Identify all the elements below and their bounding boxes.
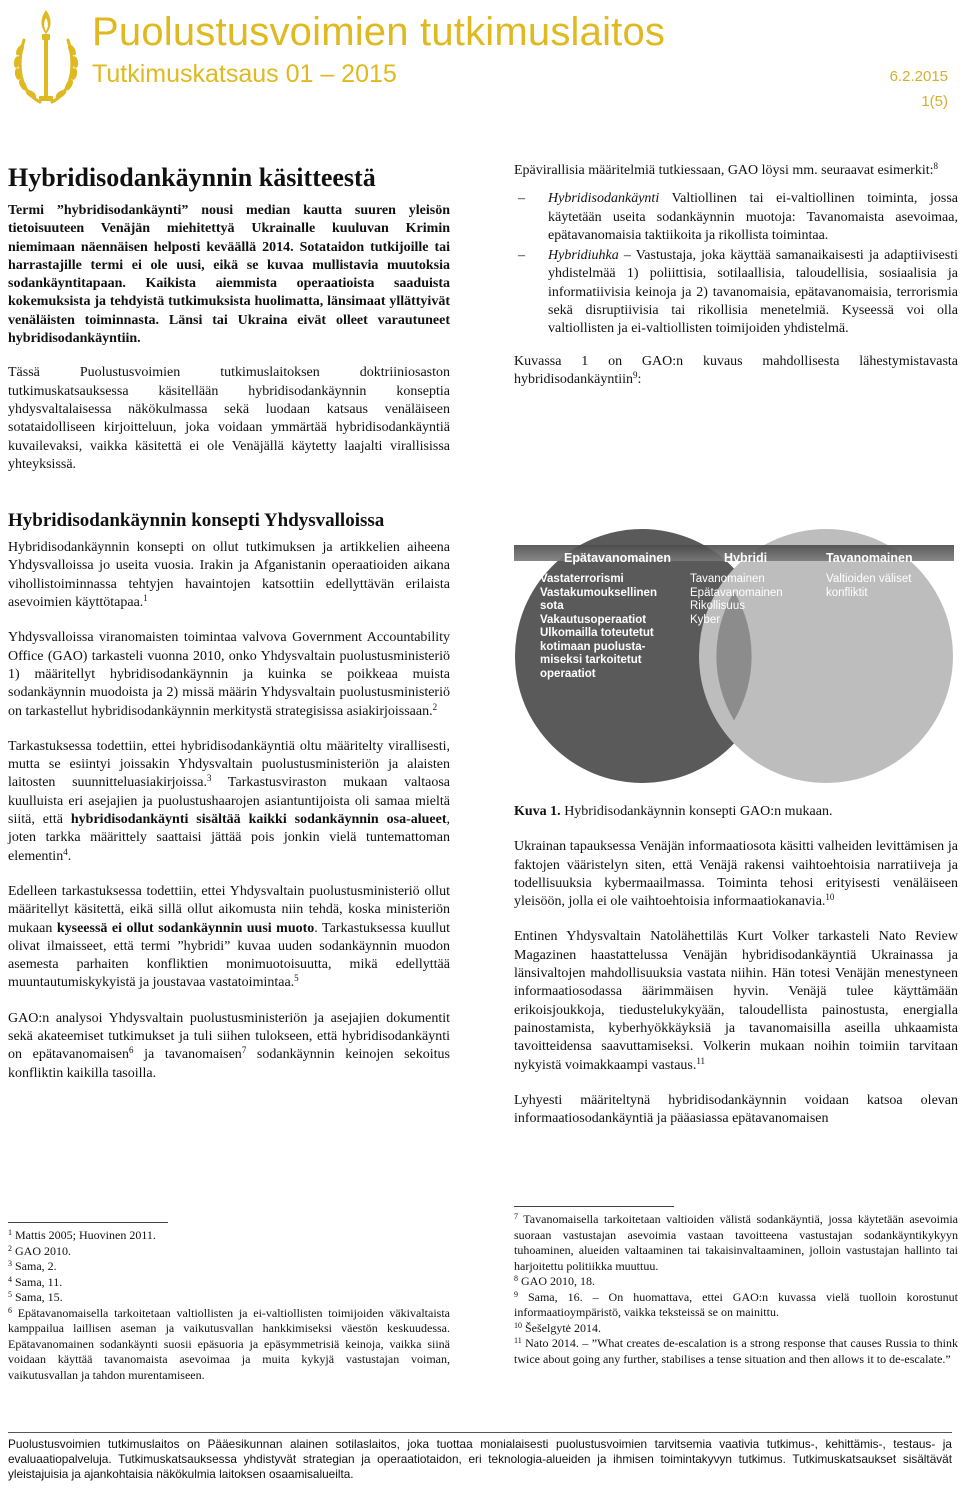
body-paragraph: Entinen Yhdysvaltain Natolähettiläs Kurt Volker tarkasteli Nato Review Magazinen haastattelussa Venäjän hybridisodankäyntiä Ukrainassa ja länsivaltojen mahdollisuuksia vastata niihin. Hän totesi Venäjän menestyneen informaatiosodassa äärimmäisen hyvin. Venäjä tulee käyttämään erikoisjoukkoja, tiedustelukykyään, taloudellista painostusta, energialla painostamista, kyberhyökkäyksiä ja tavanomaisilla aseilla uhkaamista tavoitteidensa saavuttamiseksi. Volkerin mukaan noihin toimiin tarvitaan nykyistä voimakkaampi vastaus.$^{11}$ <box>514 929 958 1073</box>
footnote-ref[interactable]: 2 <box>432 701 438 712</box>
definition-list <box>514 190 958 338</box>
venn-items-conventional <box>826 573 911 600</box>
footnote-text: Nato 2014. – ”What creates de-escalation is a strong response that causes Russia to think twice about going any further, stabilises a tense situation and then allows it to de-escalate.” <box>514 1336 958 1366</box>
footnote-number: 3 <box>8 1259 12 1268</box>
footnote-number: 10 <box>514 1320 522 1330</box>
footnote-ref[interactable]: 7 <box>241 1045 247 1056</box>
body-paragraph: Lyhyesti määriteltynä hybridisodankäynnin voidaan katsoa olevan informaatiosodankäyntiä ja pääasiassa epätavanomaisen <box>514 1092 958 1127</box>
right-column-lower <box>514 803 958 1145</box>
footnote-text: Sama, 11. <box>12 1274 63 1289</box>
footnote-divider <box>514 1206 674 1207</box>
footnote-text: Sama, 15. <box>12 1290 63 1304</box>
footer-divider <box>8 1432 952 1433</box>
emphasis: hybridisodankäynti sisältää kaikki sodankäynnin osa-alueet <box>70 812 447 828</box>
footnote-text: Epätavanomaisella tarkoitetaan valtiollisten ja ei-valtiollisten toimijoiden väkivaltaista kamppailua laillisen aseman ja vaikutusvallan hankkimiseksi väestön keskuudessa. Epätavanomainen sodankäynti suosii epäsuoria ja epäsymmetrisiä keinoja, vaikka siinä voidaan käyttää tavanomaista asevoimaa ja muita kykyjä vastustajan voiman, vaikutusvallan ja tahdon murentamiseen. <box>8 1305 450 1382</box>
footnote-ref[interactable]: 5 <box>294 973 299 984</box>
footnote-number: 5 <box>8 1290 12 1299</box>
venn-item: Vastakumouksellinen <box>540 586 657 599</box>
definitions-intro: Epävirallisia määritelmiä tutkiessaan, GAO löysi mm. seuraavat esimerkit:$^8$ <box>514 161 938 178</box>
venn-item: Rikollisuus <box>690 600 745 612</box>
venn-items-unconventional <box>540 573 657 681</box>
definition-item: – Hybridisodankäynti Valtiollinen tai ei-valtiollinen toiminta, jossa käytetään useita sodankäynnin muotoja: Tavanomaista asevoimaa, epätavanomaisia taktiikoita ja rikollista toimintaa. <box>518 191 958 243</box>
footnote-ref[interactable]: 4 <box>63 846 68 857</box>
institute-logo <box>6 4 86 114</box>
venn-label-unconventional: Epätavanomainen <box>564 551 671 565</box>
footnote-number: 9 <box>514 1289 518 1299</box>
publication-date: 6.2.2015 <box>889 68 948 85</box>
body-paragraph: Hybridisodankäynnin konsepti on ollut tutkimuksen ja artikkelien aiheena Yhdysvalloissa jo useita vuosia. Irakin ja Afganistanin operaatioiden aikana vihollistoiminnassa tehtyjen havaintojen katsottiin edellyttävän erilaista asevoimien käyttötapaa.$^1$ <box>8 540 450 611</box>
lead-paragraph: Termi ”hybridisodankäynti” nousi median kautta suuren yleisön tietoisuuteen Venäjän miehitettyä Ukrainalle kuuluvan Krimin niemimaan näennäisen helposti keväällä 2014. Sotataidon tutkijoille tai harrastajille termi ei ole uusi, eikä se kuvaa mullistavia muutoksia sodankäyntitapaan. Kaikista aiemmista operaatioista saaduista kokemuksista ja tehdyistä tutkimuksista huolimatta, länsimaat yllättyivät venäläisten toiminnasta. Länsi tai Ukraina eivät olleet varautuneet hybridisodankäyntiin. <box>8 203 450 347</box>
footnote <box>514 1212 958 1274</box>
footnote-text: Sama, 2. <box>12 1259 57 1273</box>
hybrid-venn-diagram <box>514 515 954 795</box>
footnote-ref[interactable]: 10 <box>825 892 835 903</box>
footnote <box>514 1290 958 1321</box>
footnotes-left <box>8 1228 450 1383</box>
venn-label-conventional: Tavanomainen <box>826 551 913 565</box>
footnote-ref[interactable]: 3 <box>207 773 212 784</box>
body-paragraph: GAO:n analysoi Yhdysvaltain puolustusministeriön ja asejajien dokumentit sekä akateemiset tutkimukset ja tuli siihen tulokseen, että hybridisodankäynti on epätavanomaisen$^6$ ja tavanomaisen$^7$ sodankäynnin keinojen sekoitus konfliktin kaikilla tasoilla. <box>8 1010 450 1081</box>
definition-item: – Hybridiuhka – Vastustaja, joka käyttää samanaikaisesti ja adaptiivisesti yhdistelmää 1) poliittisia, sotilaallisia, taloudellisia, sosiaalisia ja informatiivisia keinoja ja 2) tavanomaisia, epätavanomaisia, terrorismia sekä disruptiivisia tai rikollisia menetelmiä. Kyseessä voi olla valtiollisten ja ei-valtiollisten toimijoiden yhdistelmä. <box>518 248 958 337</box>
footnote <box>514 1336 958 1367</box>
footnote-text: GAO 2010, 18. <box>518 1274 595 1288</box>
footnote <box>8 1228 450 1244</box>
footnote <box>8 1275 450 1291</box>
footnote-number: 6 <box>8 1305 12 1315</box>
footnote-number: 4 <box>8 1274 12 1284</box>
footnote-text: Šešelgytė 2014. <box>522 1320 601 1335</box>
emphasis: kyseessä ei ollut sodankäynnin uusi muoto <box>56 920 315 936</box>
footnote-divider <box>8 1222 168 1223</box>
footnote-text: Sama, 16. – On huomattava, ettei GAO:n kuvassa vielä tuolloin korostunut informaatioympäristö, vaikka teksteissä se on mainittu. <box>514 1289 958 1319</box>
intro-paragraph: Tässä Puolustusvoimien tutkimuslaitoksen doktriiniosaston tutkimuskatsauksessa käsitellään hybridisodankäynnin konseptia yhdysvaltalaisessa näkökulmassa sekä luodaan katsaus venäläiseen sotataidolliseen kirjoitteluun, joka voidaan ymmärtää hybridisodankäyntiä kuvailevaksi, vaikka käsitettä ei ole Venäjällä käytetty laajalti virallisissa yhteyksissä. <box>8 365 450 472</box>
section-heading: Hybridisodankäynnin konsepti Yhdysvalloissa <box>8 510 385 532</box>
footnote-number: 7 <box>514 1212 518 1221</box>
footnote <box>8 1259 450 1275</box>
figure-intro: Kuvassa 1 on GAO:n kuvaus mahdollisesta lähestymistavasta hybridisodankäyntiin$^9$: <box>514 353 958 387</box>
venn-item: Vakautusoperaatiot <box>540 613 647 626</box>
footnote <box>8 1244 450 1260</box>
venn-item: konfliktit <box>826 586 868 599</box>
body-paragraph: Ukrainan tapauksessa Venäjän informaatiosota käsitti valheiden levittämisen ja faktojen vääristelyn siten, että Venäjä rakensi vaihtoehtoisia narratiiveja ja todellisuuksia kybermaailmassa. Toiminta tehosi erityisesti venäläiseen yleisöön, jolla ei ole vaihtoehtoisia informaatiokanavia.$^{10}$ <box>514 839 958 910</box>
right-column <box>514 162 958 406</box>
publisher-title: Puolustusvoimien tutkimuslaitos <box>92 10 666 54</box>
venn-item: Valtioiden väliset <box>826 573 912 585</box>
footnotes-right <box>514 1212 958 1367</box>
footnote-text: Mattis 2005; Huovinen 2011. <box>12 1228 156 1242</box>
footnote-ref[interactable]: 1 <box>143 593 148 604</box>
footnote-ref[interactable]: 6 <box>129 1045 134 1056</box>
figure-caption: Kuva 1. Hybridisodankäynnin konsepti GAO:n mukaan. <box>514 804 833 819</box>
footnote <box>514 1274 958 1290</box>
footnote-ref[interactable]: 9 <box>633 369 638 380</box>
article-title: Hybridisodankäynnin käsitteestä <box>8 163 376 192</box>
footer-text: Puolustusvoimien tutkimuslaitos on Pääesikunnan alainen sotilaslaitos, joka tuottaa monialaisesti puolustusvoimien tarvitsemia vaativia tutkimus-, kehittämis-, testaus- ja evaluaatiopalveluja. Tutkimuskatsauksessa yhdistyvät strategian ja operaatiotaidon, eri teknologia-alueiden ja ihmisen toimintakyvyn tutkimus. Tutkimuskatsaukset sisältävät yleistajuisia ja ajankohtaisia näkökulmia laitoksen osaamisalueilta. <box>8 1437 952 1481</box>
footnote-number: 2 <box>8 1243 12 1253</box>
footnote <box>8 1290 450 1306</box>
footnote <box>514 1321 958 1337</box>
venn-item: Kyber <box>690 613 721 626</box>
page-number: 1(5) <box>921 93 948 110</box>
body-paragraph: Edelleen tarkastuksessa todettiin, ettei Yhdysvaltain puolustusministeriö ollut määritellyt käsitettä, eikä sillä ollut aikomusta niin tehdä, koska ministeriön mukaan kyseessä ei ollut sodankäynnin uusi muoto. Tarkastuksessa kuullut olivat ilmaisseet, että termi ”hybridi” kuvaa uuden sodankäynnin muodon asemesta parhaiten konfliktien monimuotoisuutta, mikä edellyttää muuntautumiskykyistä ja joustavaa vastatoimintaa.$^5$ <box>8 883 450 991</box>
footnote-number: 11 <box>514 1336 522 1345</box>
venn-item: Ulkomailla toteutetut <box>540 627 654 639</box>
footnote-ref[interactable]: 11 <box>696 1055 706 1066</box>
venn-items-hybrid <box>690 573 783 627</box>
body-paragraph: Tarkastuksessa todettiin, ettei hybridisodankäyntiä oltu määritelty virallisesti, mutta se esiintyi joissakin Yhdysvaltain puolustusministeriön ja alaisten laitosten suunnitteluasiakirjoissa.$^3$ Tarkastusviraston mukaan valtaosa kuulluista eri asejajien ja puolustushaarojen asiantuntijoista oli samaa mieltä siitä, että hybridisodankäynti sisältää kaikki sodankäynnin osa-alueet, joten tarkka määrittely saattaisi jättää pois jonkin vielä tuntemattoman elementin$^4$. <box>8 738 450 864</box>
venn-item: Vastaterrorismi <box>540 573 624 585</box>
footnote <box>8 1306 450 1384</box>
footnote-number: 8 <box>514 1274 518 1283</box>
venn-item: Tavanomainen <box>690 573 765 585</box>
venn-item: miseksi tarkoitetut <box>540 654 642 666</box>
left-column <box>8 162 450 1100</box>
venn-item: Epätavanomainen <box>690 586 783 599</box>
venn-item: sota <box>540 600 564 612</box>
footnote-number: 1 <box>8 1228 12 1237</box>
venn-label-hybrid: Hybridi <box>724 551 768 565</box>
venn-item: kotimaan puolusta- <box>540 640 646 653</box>
publication-subtitle: Tutkimuskatsaus 01 – 2015 <box>92 60 397 88</box>
venn-item: operaatiot <box>540 667 596 680</box>
footnote-ref[interactable]: 8 <box>933 161 938 171</box>
footnote-text: GAO 2010. <box>12 1243 71 1258</box>
body-paragraph: Yhdysvalloissa viranomaisten toimintaa valvova Government Accountability Office (GAO) tarkasteli vuonna 2010, onko Yhdysvaltain puolustusministeriö 1) määritellyt hybridisodankäynnin ja kuinka se poikkeaa muista sodankäynnin muodoista ja 2) missä määrin Yhdysvaltain puolustusministeriö on tarkastellut hybridisodankäynnin merkitystä strategisissa asiakirjoissaan.$^2$ <box>8 630 450 719</box>
footnote-text: Tavanomaisella tarkoitetaan valtioiden välistä sodankäyntiä, jossa käytetään asevoimia suoraan vastustajan asevoimia vastaan tavoitteena vastustajan sodankäyntikykyyn tuhoaminen, alueiden valtaaminen tai takaisinvaltaaminen, jolloin vastustajan hallinto tai harjoitettu politiikka muuttuu. <box>514 1212 958 1273</box>
